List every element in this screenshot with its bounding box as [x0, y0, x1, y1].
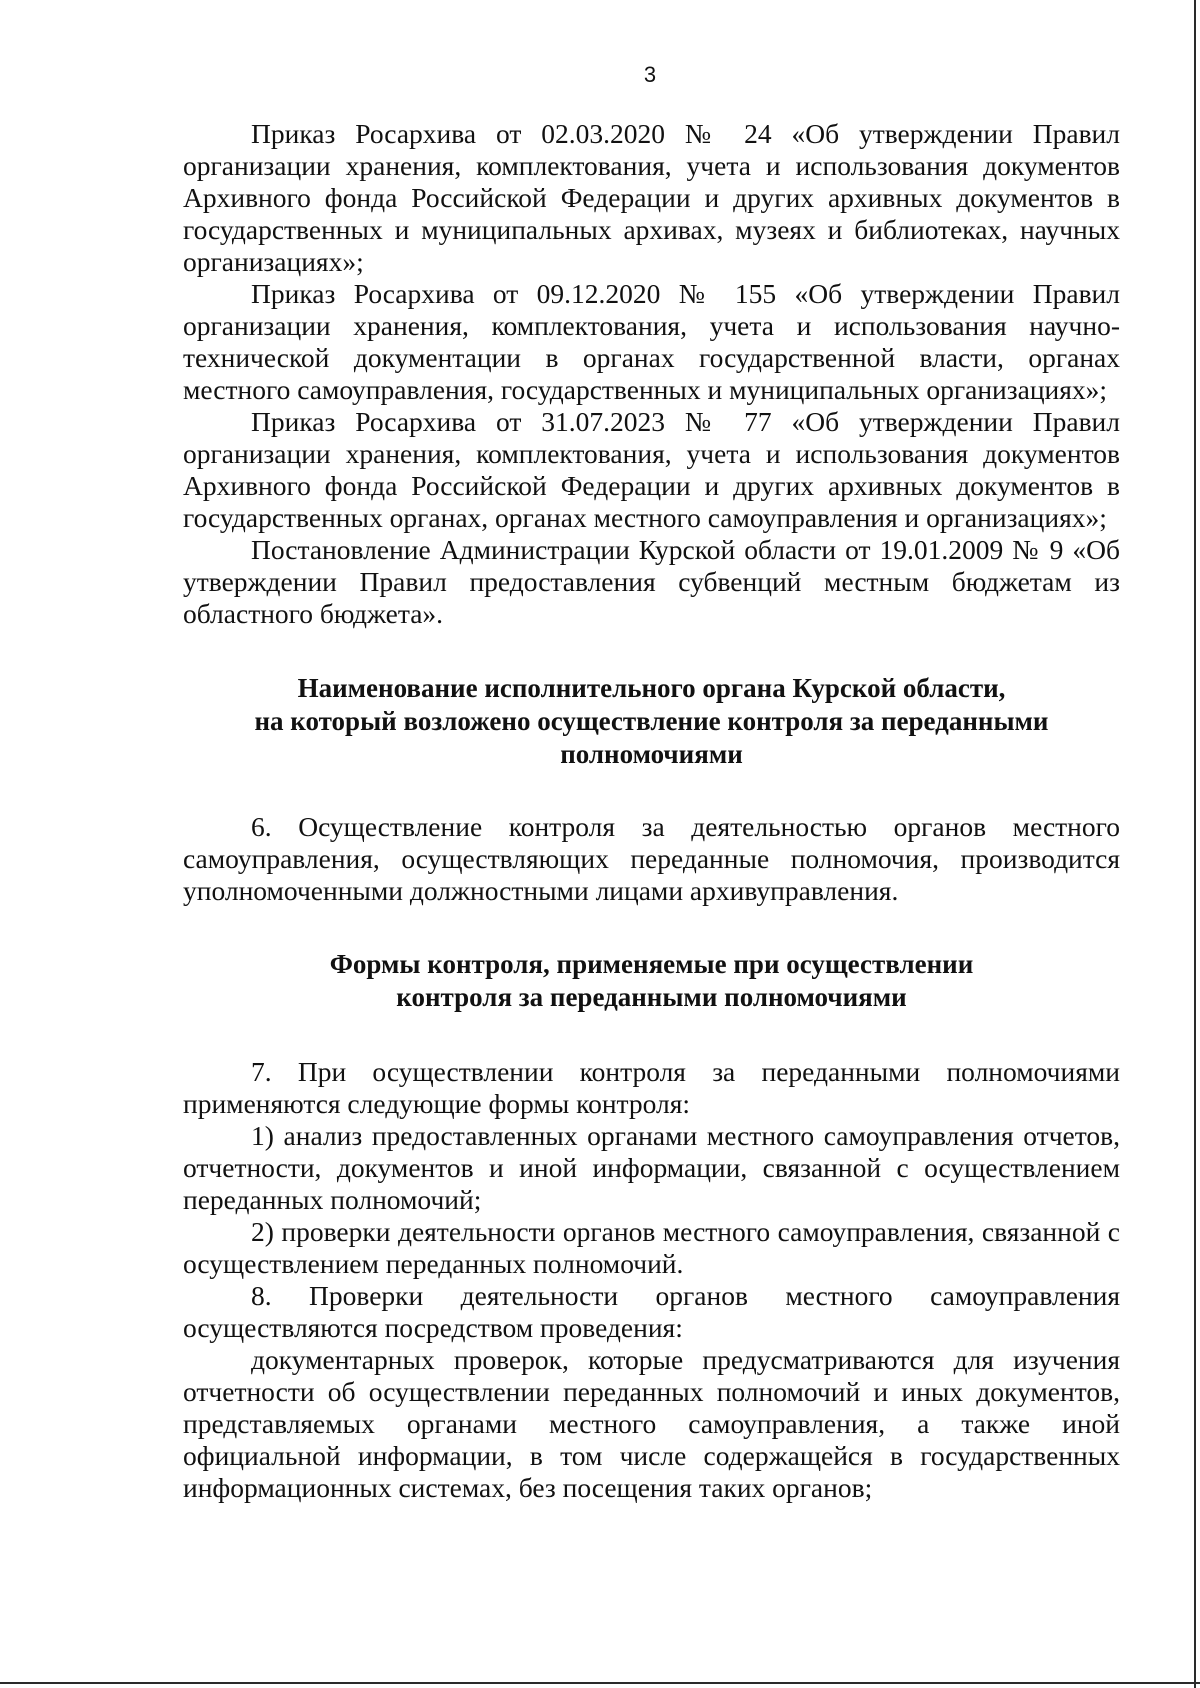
paragraph-item-7: 7. При осуществлении контроля за переданными полномочиями применяются следующие формы контроля:	[183, 1056, 1120, 1119]
page-number: 3	[643, 62, 657, 87]
section-heading-control-forms	[183, 948, 1120, 1014]
paragraph-documentary-checks: документарных проверок, которые предусматриваются для изучения отчетности об осуществлении переданных полномочий и иных документов, представляемых органами местного самоуправления, а также иной официальной информации, в том числе содержащейся в государственных информационных системах, без посещения таких органов;	[183, 1344, 1120, 1503]
paragraph-order-77: Приказ Росархива от 31.07.2023 № 77 «Об утверждении Правил организации хранения, комплектования, учета и использования документов Архивного фонда Российской Федерации и других архивных документов в государственных органах, органах местного самоуправления и организациях»;	[183, 406, 1120, 533]
paragraph-item-8: 8. Проверки деятельности органов местного самоуправления осуществляются посредством проведения:	[183, 1280, 1120, 1343]
heading-line: полномочиями	[560, 739, 743, 769]
paragraph-order-155: Приказ Росархива от 09.12.2020 № 155 «Об утверждении Правил организации хранения, комплектования, учета и использования научно-технической документации в органах государственной власти, органах местного самоуправления, государственных и муниципальных организациях»;	[183, 278, 1120, 405]
paragraph-resolution-9: Постановление Администрации Курской области от 19.01.2009 № 9 «Об утверждении Правил предоставления субвенций местным бюджетам из областного бюджета».	[183, 534, 1120, 629]
scan-edge-bottom	[0, 1682, 1200, 1684]
document-body	[183, 118, 1120, 1504]
scan-edge-right	[1194, 0, 1196, 1688]
heading-line: контроля за переданными полномочиями	[396, 982, 907, 1012]
paragraph-item-6: 6. Осуществление контроля за деятельностью органов местного самоуправления, осуществляющих переданные полномочия, производится уполномоченными должностными лицами архивуправления.	[183, 811, 1120, 906]
paragraph-subitem-1: 1) анализ предоставленных органами местного самоуправления отчетов, отчетности, документов и иной информации, связанной с осуществлением переданных полномочий;	[183, 1120, 1120, 1215]
paragraph-order-24: Приказ Росархива от 02.03.2020 № 24 «Об утверждении Правил организации хранения, комплектования, учета и использования документов Архивного фонда Российской Федерации и других архивных документов в государственных и муниципальных архивах, музеях и библиотеках, научных организациях»;	[183, 118, 1120, 277]
heading-line: Наименование исполнительного органа Курской области,	[297, 673, 1006, 703]
paragraph-subitem-2: 2) проверки деятельности органов местного самоуправления, связанной с осуществлением переданных полномочий.	[183, 1216, 1120, 1279]
heading-line: на который возложено осуществление контроля за переданными	[254, 706, 1049, 736]
section-heading-control-body	[183, 672, 1120, 771]
heading-line: Формы контроля, применяемые при осуществлении	[329, 949, 974, 979]
